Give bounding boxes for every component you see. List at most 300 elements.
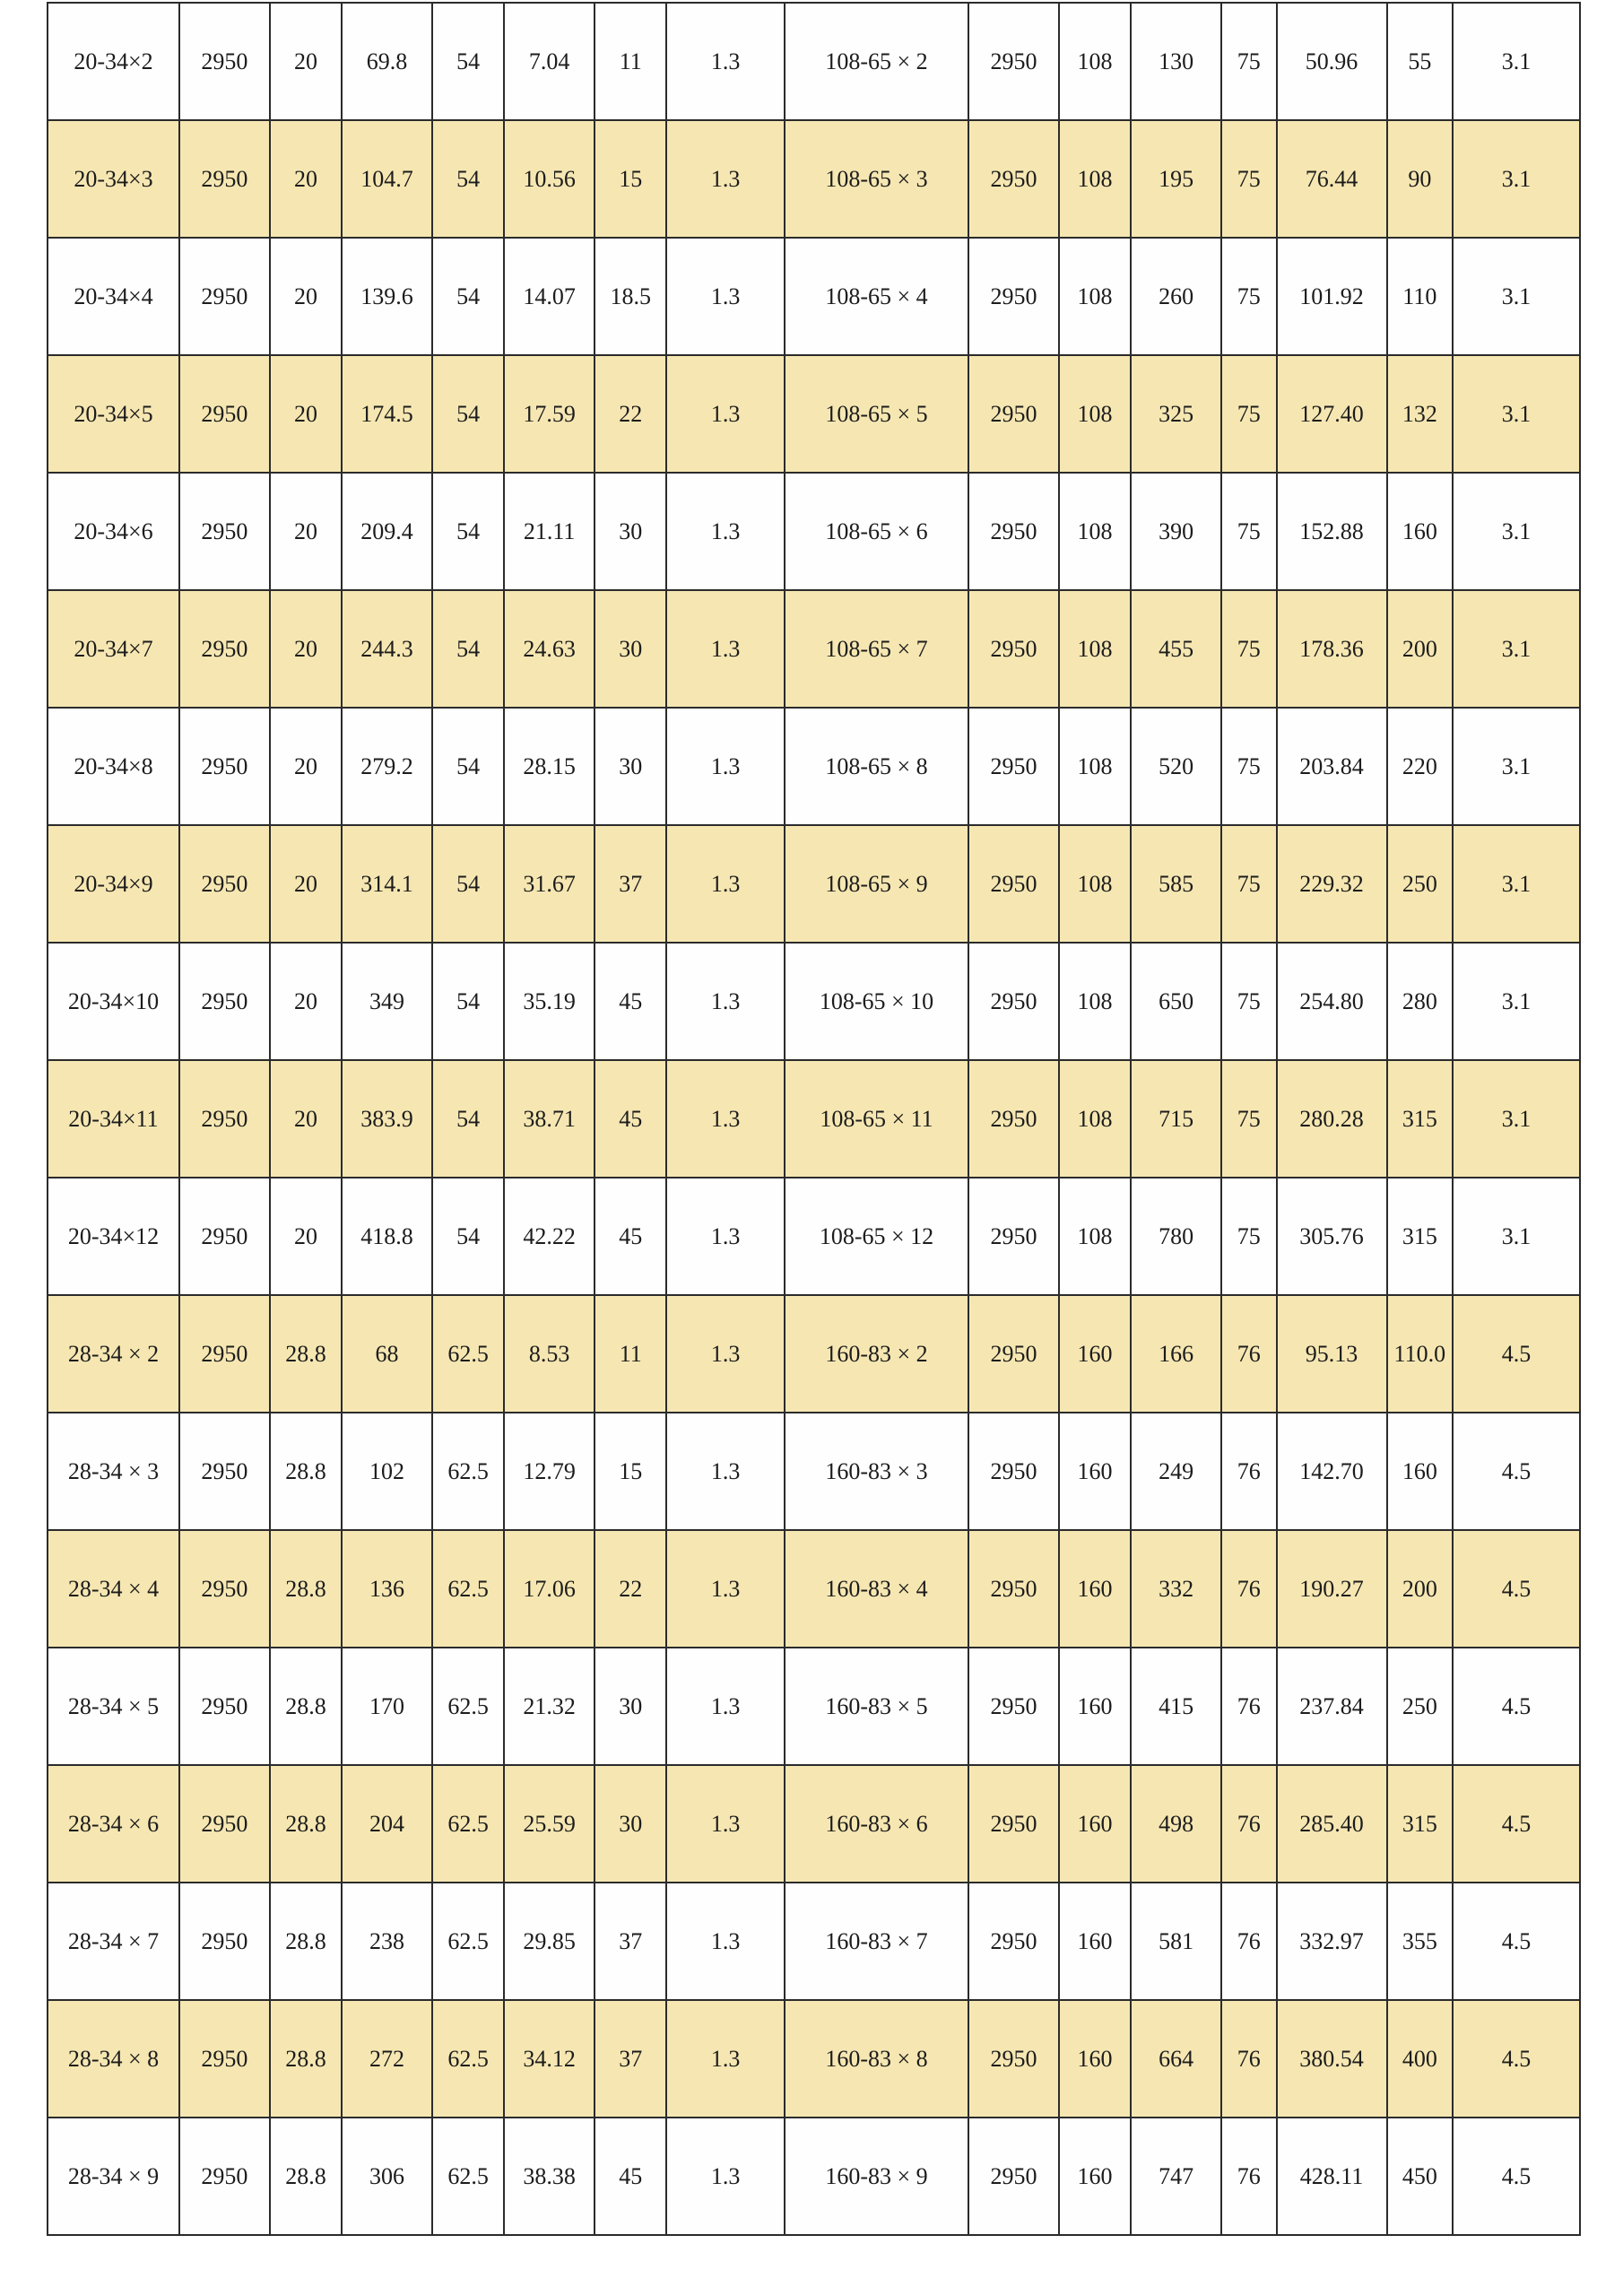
value-cell: 20 (270, 825, 342, 943)
value-cell: 2950 (179, 1648, 270, 1765)
value-cell: 28.8 (270, 1530, 342, 1648)
value-cell: 4.5 (1453, 1883, 1580, 2000)
value-cell: 30 (595, 1765, 666, 1883)
spec-row (48, 943, 1580, 1060)
spec-row (48, 238, 1580, 355)
value-cell: 55 (1387, 3, 1453, 120)
value-cell: 244.3 (342, 590, 432, 708)
value-cell: 1.3 (666, 943, 785, 1060)
value-cell: 1.3 (666, 1883, 785, 2000)
value-cell: 7.04 (504, 3, 595, 120)
value-cell: 2950 (179, 1060, 270, 1178)
value-cell: 108 (1059, 943, 1131, 1060)
value-cell: 2950 (179, 943, 270, 1060)
value-cell: 581 (1131, 1883, 1221, 2000)
spec-row (48, 1178, 1580, 1295)
value-cell: 101.92 (1277, 238, 1387, 355)
value-cell: 15 (595, 1413, 666, 1530)
value-cell: 2950 (968, 1295, 1059, 1413)
spec-row (48, 2118, 1580, 2235)
value-cell: 17.06 (504, 1530, 595, 1648)
value-cell: 190.27 (1277, 1530, 1387, 1648)
value-cell: 332.97 (1277, 1883, 1387, 2000)
value-cell: 349 (342, 943, 432, 1060)
value-cell: 136 (342, 1530, 432, 1648)
value-cell: 3.1 (1453, 355, 1580, 473)
value-cell: 62.5 (432, 2000, 504, 2118)
value-cell: 2950 (179, 1178, 270, 1295)
value-cell: 35.19 (504, 943, 595, 1060)
value-cell: 1.3 (666, 1765, 785, 1883)
value-cell: 28.15 (504, 708, 595, 825)
value-cell: 1.3 (666, 1413, 785, 1530)
value-cell: 20 (270, 1060, 342, 1178)
value-cell: 250 (1387, 825, 1453, 943)
value-cell: 160 (1059, 2000, 1131, 2118)
value-cell: 2950 (968, 1060, 1059, 1178)
model-cell: 160-83 × 3 (785, 1413, 968, 1530)
value-cell: 21.11 (504, 473, 595, 590)
value-cell: 160 (1059, 1530, 1131, 1648)
value-cell: 3.1 (1453, 238, 1580, 355)
value-cell: 200 (1387, 1530, 1453, 1648)
model-cell: 28-34 × 7 (48, 1883, 179, 2000)
value-cell: 315 (1387, 1765, 1453, 1883)
value-cell: 54 (432, 825, 504, 943)
value-cell: 220 (1387, 708, 1453, 825)
model-cell: 108-65 × 8 (785, 708, 968, 825)
value-cell: 76 (1221, 1530, 1277, 1648)
value-cell: 14.07 (504, 238, 595, 355)
value-cell: 174.5 (342, 355, 432, 473)
value-cell: 2950 (179, 2000, 270, 2118)
value-cell: 28.8 (270, 2118, 342, 2235)
value-cell: 8.53 (504, 1295, 595, 1413)
value-cell: 2950 (179, 1765, 270, 1883)
value-cell: 54 (432, 355, 504, 473)
value-cell: 45 (595, 1060, 666, 1178)
value-cell: 4.5 (1453, 2000, 1580, 2118)
value-cell: 237.84 (1277, 1648, 1387, 1765)
value-cell: 4.5 (1453, 1530, 1580, 1648)
value-cell: 127.40 (1277, 355, 1387, 473)
model-cell: 20-34×8 (48, 708, 179, 825)
value-cell: 3.1 (1453, 708, 1580, 825)
value-cell: 76 (1221, 1648, 1277, 1765)
value-cell: 160 (1059, 1295, 1131, 1413)
value-cell: 160 (1059, 1883, 1131, 2000)
value-cell: 28.8 (270, 1648, 342, 1765)
value-cell: 108 (1059, 1178, 1131, 1295)
value-cell: 3.1 (1453, 473, 1580, 590)
value-cell: 42.22 (504, 1178, 595, 1295)
model-cell: 20-34×4 (48, 238, 179, 355)
value-cell: 20 (270, 1178, 342, 1295)
model-cell: 28-34 × 8 (48, 2000, 179, 2118)
value-cell: 1.3 (666, 590, 785, 708)
value-cell: 152.88 (1277, 473, 1387, 590)
value-cell: 1.3 (666, 825, 785, 943)
pump-spec-table (47, 2, 1581, 2236)
model-cell: 20-34×5 (48, 355, 179, 473)
value-cell: 2950 (179, 2118, 270, 2235)
value-cell: 30 (595, 708, 666, 825)
value-cell: 272 (342, 2000, 432, 2118)
value-cell: 76.44 (1277, 120, 1387, 238)
value-cell: 76 (1221, 2118, 1277, 2235)
value-cell: 76 (1221, 1413, 1277, 1530)
value-cell: 62.5 (432, 1530, 504, 1648)
value-cell: 62.5 (432, 1648, 504, 1765)
value-cell: 279.2 (342, 708, 432, 825)
model-cell: 28-34 × 5 (48, 1648, 179, 1765)
value-cell: 1.3 (666, 238, 785, 355)
value-cell: 54 (432, 120, 504, 238)
value-cell: 18.5 (595, 238, 666, 355)
value-cell: 2950 (179, 3, 270, 120)
value-cell: 75 (1221, 708, 1277, 825)
value-cell: 315 (1387, 1178, 1453, 1295)
model-cell: 108-65 × 11 (785, 1060, 968, 1178)
value-cell: 108 (1059, 708, 1131, 825)
value-cell: 305.76 (1277, 1178, 1387, 1295)
value-cell: 108 (1059, 3, 1131, 120)
value-cell: 325 (1131, 355, 1221, 473)
value-cell: 1.3 (666, 1295, 785, 1413)
spec-row (48, 2000, 1580, 2118)
value-cell: 250 (1387, 1648, 1453, 1765)
model-cell: 28-34 × 6 (48, 1765, 179, 1883)
value-cell: 380.54 (1277, 2000, 1387, 2118)
value-cell: 160 (1059, 1765, 1131, 1883)
value-cell: 54 (432, 1178, 504, 1295)
value-cell: 2950 (968, 1765, 1059, 1883)
value-cell: 104.7 (342, 120, 432, 238)
value-cell: 1.3 (666, 1648, 785, 1765)
value-cell: 15 (595, 120, 666, 238)
value-cell: 24.63 (504, 590, 595, 708)
model-cell: 28-34 × 2 (48, 1295, 179, 1413)
spec-row (48, 3, 1580, 120)
model-cell: 20-34×10 (48, 943, 179, 1060)
value-cell: 415 (1131, 1648, 1221, 1765)
value-cell: 11 (595, 3, 666, 120)
model-cell: 160-83 × 2 (785, 1295, 968, 1413)
value-cell: 75 (1221, 1060, 1277, 1178)
value-cell: 68 (342, 1295, 432, 1413)
value-cell: 108 (1059, 1060, 1131, 1178)
value-cell: 315 (1387, 1060, 1453, 1178)
value-cell: 132 (1387, 355, 1453, 473)
value-cell: 10.56 (504, 120, 595, 238)
model-cell: 108-65 × 12 (785, 1178, 968, 1295)
value-cell: 30 (595, 473, 666, 590)
value-cell: 3.1 (1453, 590, 1580, 708)
value-cell: 332 (1131, 1530, 1221, 1648)
model-cell: 20-34×9 (48, 825, 179, 943)
value-cell: 1.3 (666, 2000, 785, 2118)
model-cell: 108-65 × 10 (785, 943, 968, 1060)
value-cell: 28.8 (270, 1295, 342, 1413)
value-cell: 229.32 (1277, 825, 1387, 943)
value-cell: 75 (1221, 238, 1277, 355)
value-cell: 20 (270, 3, 342, 120)
model-cell: 108-65 × 2 (785, 3, 968, 120)
model-cell: 160-83 × 4 (785, 1530, 968, 1648)
value-cell: 2950 (968, 1648, 1059, 1765)
value-cell: 390 (1131, 473, 1221, 590)
value-cell: 2950 (968, 473, 1059, 590)
model-cell: 20-34×12 (48, 1178, 179, 1295)
value-cell: 1.3 (666, 355, 785, 473)
value-cell: 75 (1221, 120, 1277, 238)
value-cell: 76 (1221, 1883, 1277, 2000)
value-cell: 2950 (179, 590, 270, 708)
model-cell: 20-34×7 (48, 590, 179, 708)
value-cell: 54 (432, 238, 504, 355)
value-cell: 34.12 (504, 2000, 595, 2118)
value-cell: 28.8 (270, 1413, 342, 1530)
value-cell: 355 (1387, 1883, 1453, 2000)
value-cell: 428.11 (1277, 2118, 1387, 2235)
value-cell: 76 (1221, 2000, 1277, 2118)
value-cell: 2950 (968, 3, 1059, 120)
value-cell: 3.1 (1453, 943, 1580, 1060)
value-cell: 20 (270, 708, 342, 825)
value-cell: 75 (1221, 1178, 1277, 1295)
value-cell: 62.5 (432, 2118, 504, 2235)
value-cell: 280 (1387, 943, 1453, 1060)
value-cell: 54 (432, 943, 504, 1060)
value-cell: 2950 (968, 708, 1059, 825)
value-cell: 2950 (968, 1178, 1059, 1295)
value-cell: 37 (595, 2000, 666, 2118)
value-cell: 2950 (179, 473, 270, 590)
value-cell: 37 (595, 1883, 666, 2000)
model-cell: 108-65 × 6 (785, 473, 968, 590)
value-cell: 110 (1387, 238, 1453, 355)
value-cell: 314.1 (342, 825, 432, 943)
value-cell: 90 (1387, 120, 1453, 238)
value-cell: 25.59 (504, 1765, 595, 1883)
value-cell: 75 (1221, 590, 1277, 708)
value-cell: 585 (1131, 825, 1221, 943)
value-cell: 102 (342, 1413, 432, 1530)
value-cell: 3.1 (1453, 1060, 1580, 1178)
value-cell: 4.5 (1453, 1413, 1580, 1530)
value-cell: 160 (1059, 1413, 1131, 1530)
value-cell: 28.8 (270, 1765, 342, 1883)
value-cell: 260 (1131, 238, 1221, 355)
value-cell: 108 (1059, 825, 1131, 943)
value-cell: 160 (1059, 1648, 1131, 1765)
value-cell: 200 (1387, 590, 1453, 708)
model-cell: 108-65 × 3 (785, 120, 968, 238)
model-cell: 20-34×3 (48, 120, 179, 238)
spec-row (48, 1765, 1580, 1883)
value-cell: 383.9 (342, 1060, 432, 1178)
value-cell: 54 (432, 3, 504, 120)
model-cell: 108-65 × 5 (785, 355, 968, 473)
value-cell: 2950 (968, 825, 1059, 943)
value-cell: 1.3 (666, 1178, 785, 1295)
value-cell: 108 (1059, 238, 1131, 355)
model-cell: 28-34 × 9 (48, 2118, 179, 2235)
value-cell: 209.4 (342, 473, 432, 590)
value-cell: 249 (1131, 1413, 1221, 1530)
value-cell: 75 (1221, 943, 1277, 1060)
value-cell: 76 (1221, 1295, 1277, 1413)
value-cell: 280.28 (1277, 1060, 1387, 1178)
model-cell: 108-65 × 9 (785, 825, 968, 943)
value-cell: 45 (595, 1178, 666, 1295)
spec-row (48, 1648, 1580, 1765)
value-cell: 715 (1131, 1060, 1221, 1178)
value-cell: 2950 (968, 2118, 1059, 2235)
spec-row (48, 1060, 1580, 1178)
model-cell: 108-65 × 7 (785, 590, 968, 708)
model-cell: 28-34 × 4 (48, 1530, 179, 1648)
value-cell: 45 (595, 2118, 666, 2235)
model-cell: 160-83 × 5 (785, 1648, 968, 1765)
value-cell: 2950 (179, 238, 270, 355)
value-cell: 780 (1131, 1178, 1221, 1295)
value-cell: 54 (432, 590, 504, 708)
value-cell: 75 (1221, 473, 1277, 590)
model-cell: 20-34×6 (48, 473, 179, 590)
value-cell: 178.36 (1277, 590, 1387, 708)
value-cell: 2950 (968, 1413, 1059, 1530)
value-cell: 195 (1131, 120, 1221, 238)
value-cell: 2950 (179, 1883, 270, 2000)
value-cell: 2950 (968, 1530, 1059, 1648)
value-cell: 62.5 (432, 1295, 504, 1413)
value-cell: 142.70 (1277, 1413, 1387, 1530)
value-cell: 747 (1131, 2118, 1221, 2235)
value-cell: 306 (342, 2118, 432, 2235)
value-cell: 2950 (968, 2000, 1059, 2118)
spec-row (48, 590, 1580, 708)
value-cell: 139.6 (342, 238, 432, 355)
value-cell: 2950 (968, 120, 1059, 238)
spec-table-body (48, 3, 1580, 2235)
value-cell: 108 (1059, 590, 1131, 708)
value-cell: 4.5 (1453, 1765, 1580, 1883)
value-cell: 2950 (968, 590, 1059, 708)
value-cell: 20 (270, 943, 342, 1060)
spec-row (48, 1883, 1580, 2000)
value-cell: 455 (1131, 590, 1221, 708)
value-cell: 3.1 (1453, 120, 1580, 238)
spec-row (48, 1295, 1580, 1413)
value-cell: 62.5 (432, 1765, 504, 1883)
value-cell: 2950 (968, 238, 1059, 355)
value-cell: 130 (1131, 3, 1221, 120)
spec-row (48, 355, 1580, 473)
value-cell: 20 (270, 238, 342, 355)
value-cell: 29.85 (504, 1883, 595, 2000)
value-cell: 108 (1059, 120, 1131, 238)
value-cell: 54 (432, 1060, 504, 1178)
spec-row (48, 1413, 1580, 1530)
value-cell: 204 (342, 1765, 432, 1883)
value-cell: 1.3 (666, 120, 785, 238)
value-cell: 2950 (179, 1413, 270, 1530)
value-cell: 2950 (179, 708, 270, 825)
value-cell: 17.59 (504, 355, 595, 473)
value-cell: 166 (1131, 1295, 1221, 1413)
value-cell: 254.80 (1277, 943, 1387, 1060)
model-cell: 108-65 × 4 (785, 238, 968, 355)
value-cell: 400 (1387, 2000, 1453, 2118)
value-cell: 108 (1059, 355, 1131, 473)
value-cell: 75 (1221, 3, 1277, 120)
value-cell: 664 (1131, 2000, 1221, 2118)
value-cell: 650 (1131, 943, 1221, 1060)
value-cell: 45 (595, 943, 666, 1060)
value-cell: 2950 (179, 1295, 270, 1413)
value-cell: 2950 (179, 1530, 270, 1648)
value-cell: 22 (595, 1530, 666, 1648)
value-cell: 160 (1059, 2118, 1131, 2235)
value-cell: 75 (1221, 825, 1277, 943)
model-cell: 160-83 × 8 (785, 2000, 968, 2118)
value-cell: 498 (1131, 1765, 1221, 1883)
value-cell: 238 (342, 1883, 432, 2000)
model-cell: 160-83 × 6 (785, 1765, 968, 1883)
value-cell: 38.38 (504, 2118, 595, 2235)
value-cell: 2950 (179, 355, 270, 473)
value-cell: 2950 (179, 825, 270, 943)
value-cell: 20 (270, 473, 342, 590)
value-cell: 418.8 (342, 1178, 432, 1295)
value-cell: 75 (1221, 355, 1277, 473)
value-cell: 3.1 (1453, 825, 1580, 943)
value-cell: 1.3 (666, 1530, 785, 1648)
value-cell: 2950 (968, 355, 1059, 473)
value-cell: 20 (270, 355, 342, 473)
model-cell: 28-34 × 3 (48, 1413, 179, 1530)
value-cell: 38.71 (504, 1060, 595, 1178)
value-cell: 28.8 (270, 1883, 342, 2000)
value-cell: 285.40 (1277, 1765, 1387, 1883)
value-cell: 21.32 (504, 1648, 595, 1765)
value-cell: 37 (595, 825, 666, 943)
spec-row (48, 120, 1580, 238)
value-cell: 3.1 (1453, 1178, 1580, 1295)
value-cell: 62.5 (432, 1883, 504, 2000)
spec-row (48, 1530, 1580, 1648)
model-cell: 160-83 × 9 (785, 2118, 968, 2235)
spec-row (48, 708, 1580, 825)
value-cell: 30 (595, 1648, 666, 1765)
value-cell: 2950 (968, 943, 1059, 1060)
value-cell: 160 (1387, 1413, 1453, 1530)
value-cell: 12.79 (504, 1413, 595, 1530)
spec-row (48, 825, 1580, 943)
value-cell: 20 (270, 590, 342, 708)
model-cell: 20-34×2 (48, 3, 179, 120)
value-cell: 30 (595, 590, 666, 708)
spec-row (48, 473, 1580, 590)
value-cell: 54 (432, 708, 504, 825)
value-cell: 1.3 (666, 3, 785, 120)
value-cell: 4.5 (1453, 1648, 1580, 1765)
value-cell: 76 (1221, 1765, 1277, 1883)
value-cell: 11 (595, 1295, 666, 1413)
value-cell: 1.3 (666, 473, 785, 590)
spec-table-container (47, 2, 1581, 2236)
